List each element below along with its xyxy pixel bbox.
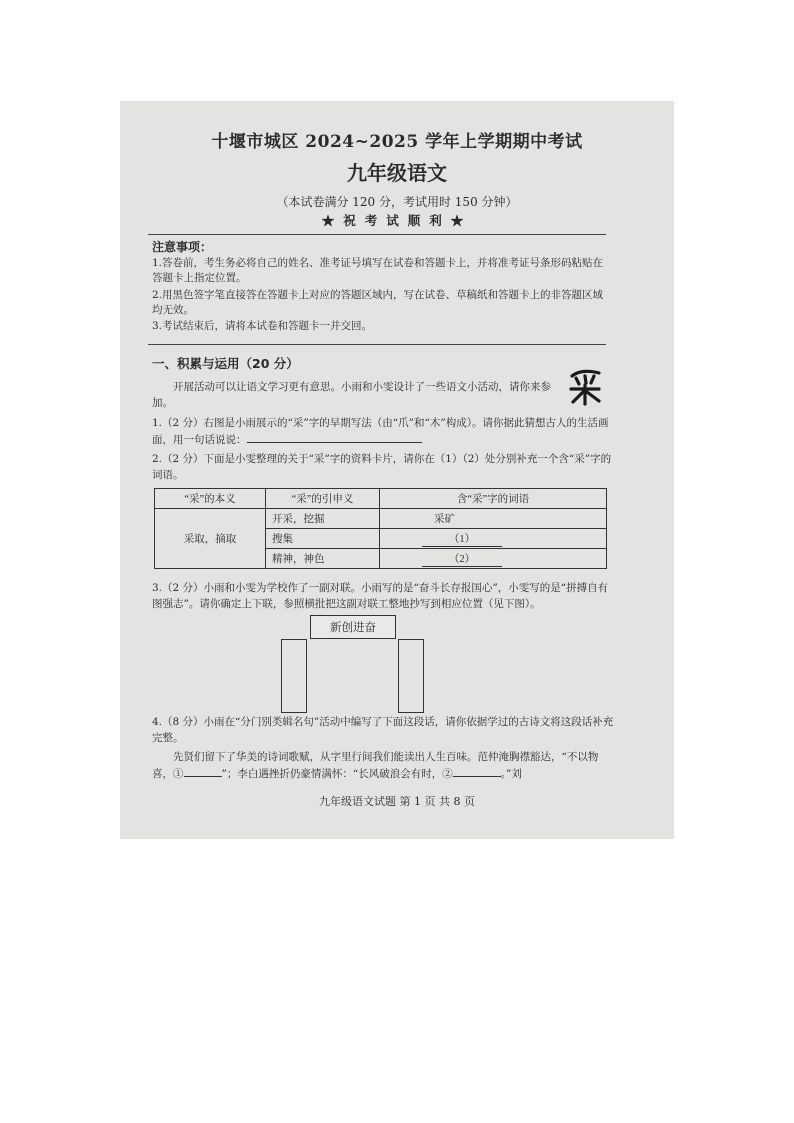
question-2: 2.（2 分）下面是小雯整理的关于“采”字的资料卡片，请你在（1）（2）处分别补充一个含“采”字的词语。 [152, 453, 612, 481]
passage-text: ”；李白遇挫折仍豪情满怀：“长风破浪会有时， [221, 768, 443, 780]
table-cell-meaning: 精神，神色 [266, 549, 380, 569]
exam-subject: 九年级语文 [347, 161, 447, 185]
passage-text: 先贤们留下了华美的诗词歌赋，从字里行间我们能读出人生百味。范仲淹胸襟豁达，“不以物喜， [152, 751, 599, 780]
question-4-passage [152, 749, 614, 782]
answer-blank-2[interactable]: （2） [422, 551, 502, 567]
question-4: 4.（8 分）小雨在“分门别类辑名句”活动中编写了下面这段话，请你依据学过的古诗文将这段话补充完整。 [152, 716, 614, 744]
divider [148, 234, 606, 235]
page-footer: 九年级语文试题 第 1 页 共 8 页 [319, 795, 475, 808]
table-cell-word[interactable] [380, 529, 607, 549]
answer-blank[interactable] [247, 431, 422, 443]
table-cell-meaning: 搜集 [266, 529, 380, 549]
blank-marker: ② [442, 768, 453, 780]
question-1 [152, 415, 614, 448]
note-item: 3.考试结束后，请将本试卷和答题卡一并交回。 [152, 320, 373, 332]
question-3: 3.（2 分）小雨和小雯为学校作了一副对联。小雨写的是“奋斗长存报国心”，小雯写的是“拼搏自有图强志”。请你确定上下联，参照横批把这副对联工整地抄写到相应位置（见下图）。 [152, 582, 609, 610]
divider [148, 344, 606, 345]
table-header: “采”的引申义 [266, 489, 380, 509]
table-header-row [155, 489, 607, 509]
table-cell-meaning: 开采，挖掘 [266, 509, 380, 529]
section-intro: 开展活动可以让语文学习更有意思。小雨和小雯设计了一些语文小活动，请你来参加。 [152, 381, 551, 409]
couplet-banner: 新创进奋 [310, 615, 396, 639]
passage-text: 。”刘 [500, 768, 522, 780]
exam-title: 十堰市城区 2024~2025 学年上学期期中考试 [211, 132, 583, 152]
exam-page-photo [120, 101, 674, 839]
answer-blank-1[interactable]: （1） [422, 531, 502, 547]
table-header: “采”的本义 [155, 489, 266, 509]
answer-blank[interactable] [453, 765, 501, 777]
table-cell-word[interactable] [380, 549, 607, 569]
couplet-left-box[interactable] [281, 639, 307, 713]
blank-marker: ① [173, 768, 184, 780]
exam-info: （本试卷满分 120 分，考试用时 150 分钟） [276, 195, 518, 209]
notes-title: 注意事项： [152, 240, 213, 254]
ancient-cai-glyph-icon [566, 366, 604, 406]
table-row [155, 509, 607, 529]
question-1-text: 1.（2 分）右图是小雨展示的“采”字的早期写法（由“爪”和“木”构成）。请你据此猜想古人的生活画面，用一句话说说： [152, 417, 609, 446]
answer-blank[interactable] [184, 765, 222, 777]
table-cell-word: 采矿 [380, 509, 607, 529]
table-cell-original-meaning: 采取，摘取 [155, 509, 266, 569]
note-item: 2.用黑色签字笔直接答在答题卡上对应的答题区域内，写在试卷、草稿纸和答题卡上的非答题区域均无效。 [152, 289, 604, 316]
table-header: 含“采”字的词语 [380, 489, 607, 509]
note-item: 1.答卷前，考生务必将自己的姓名、准考证号填写在试卷和答题卡上，并将准考证号条形码粘贴在答题卡上指定位置。 [152, 257, 604, 284]
section-title: 一、积累与运用（20 分） [152, 356, 299, 371]
cai-info-table [154, 488, 607, 569]
exam-wish: ★祝考试顺利★ [321, 213, 473, 228]
couplet-right-box[interactable] [398, 639, 424, 713]
